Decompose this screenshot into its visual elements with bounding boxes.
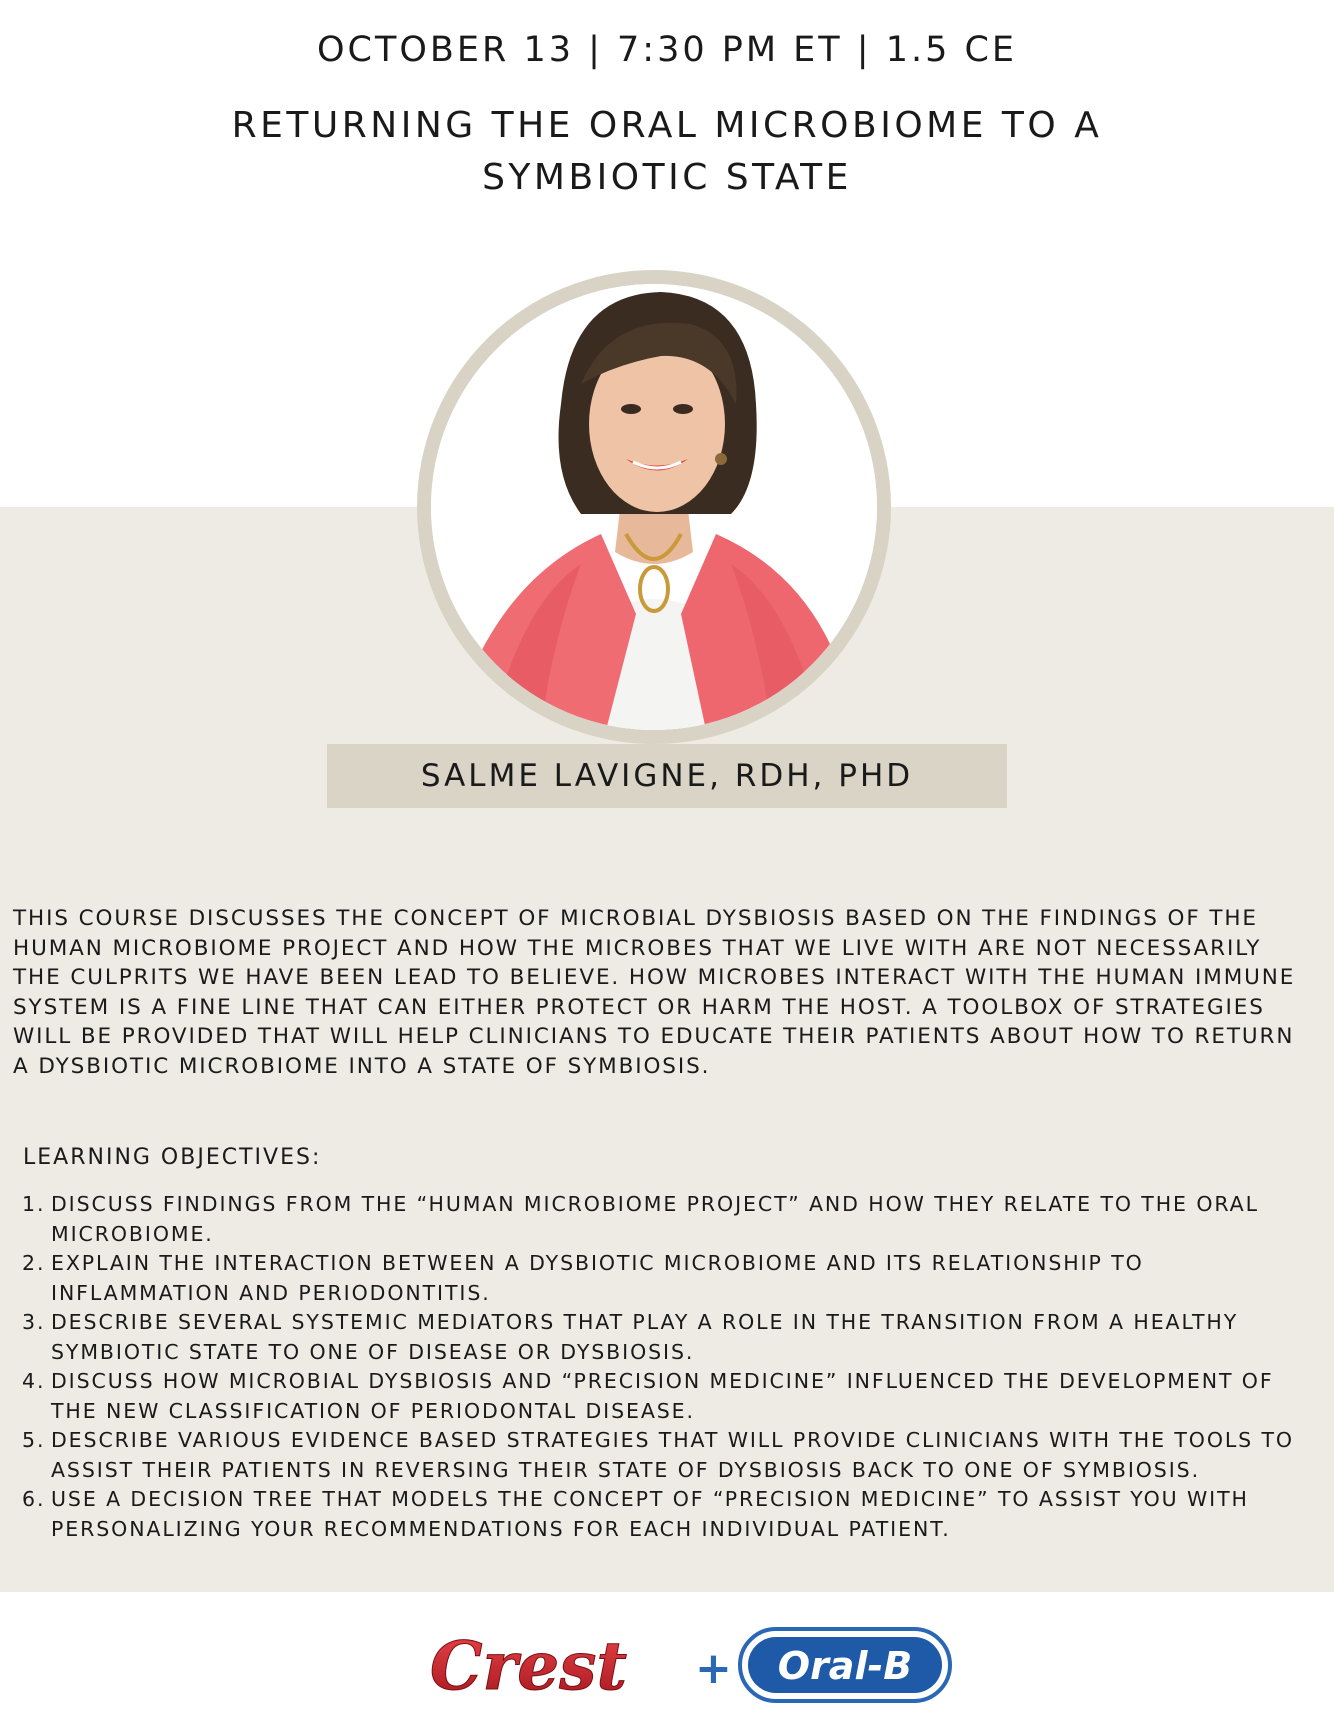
objective-item — [22, 1485, 1312, 1544]
objective-item — [22, 1426, 1312, 1485]
objective-item — [22, 1367, 1312, 1426]
objective-text: DISCUSS FINDINGS FROM THE “HUMAN MICROBIOME PROJECT” AND HOW THEY RELATE TO THE ORAL MICROBIOME. — [51, 1192, 1259, 1246]
speaker-name-box — [327, 744, 1007, 808]
objective-text: DESCRIBE VARIOUS EVIDENCE BASED STRATEGIES THAT WILL PROVIDE CLINICIANS WITH THE TOOLS TO ASSIST THEIR PATIENTS IN REVERSING THEIR STATE OF DYSBIOSIS BACK TO ONE OF SYMBIOSIS. — [51, 1428, 1294, 1482]
objective-text: DESCRIBE SEVERAL SYSTEMIC MEDIATORS THAT PLAY A ROLE IN THE TRANSITION FROM A HEALTHY SYMBIOTIC STATE TO ONE OF DISEASE OR DYSBIOSIS. — [51, 1310, 1239, 1364]
objective-item — [22, 1249, 1312, 1308]
logo-plus: + — [695, 1643, 732, 1694]
crest-oral-b-logo — [420, 1625, 960, 1707]
speaker-photo — [431, 284, 877, 730]
objective-item — [22, 1308, 1312, 1367]
objective-text: USE A DECISION TREE THAT MODELS THE CONCEPT OF “PRECISION MEDICINE” TO ASSIST YOU WITH PERSONALIZING YOUR RECOMMENDATIONS FOR EACH INDIVIDUAL PATIENT. — [51, 1487, 1249, 1541]
objective-number: 4. — [22, 1369, 46, 1393]
speaker-name: SALME LAVIGNE, RDH, PHD — [420, 758, 914, 794]
learning-objectives-heading: LEARNING OBJECTIVES: — [23, 1145, 322, 1170]
objective-number: 6. — [22, 1487, 46, 1511]
course-description: THIS COURSE DISCUSSES THE CONCEPT OF MICROBIAL DYSBIOSIS BASED ON THE FINDINGS OF THE HUMAN MICROBIOME PROJECT AND HOW THE MICROBES THAT WE LIVE WITH ARE NOT NECESSARILY THE CULPRITS WE HAVE BEEN LEAD TO BELIEVE. HOW MICROBES INTERACT WITH THE HUMAN IMMUNE SYSTEM IS A FINE LINE THAT CAN EITHER PROTECT OR HARM THE HOST. A TOOLBOX OF STRATEGIES WILL BE PROVIDED THAT WILL HELP CLINICIANS TO EDUCATE THEIR PATIENTS ABOUT HOW TO RETURN A DYSBIOTIC MICROBIOME INTO A STATE OF SYMBIOSIS. — [13, 906, 1296, 1079]
event-date-time-credits: OCTOBER 13 | 7:30 PM ET | 1.5 CE — [316, 30, 1018, 70]
crest-logo-text: Crest — [430, 1627, 627, 1705]
objective-number: 2. — [22, 1251, 46, 1275]
objective-number: 3. — [22, 1310, 46, 1334]
oral-b-logo-text: Oral-B — [777, 1644, 913, 1688]
objective-text: DISCUSS HOW MICROBIAL DYSBIOSIS AND “PRECISION MEDICINE” INFLUENCED THE DEVELOPMENT OF THE NEW CLASSIFICATION OF PERIODONTAL DISEASE. — [51, 1369, 1274, 1423]
objective-number: 5. — [22, 1428, 46, 1452]
course-title: RETURNING THE ORAL MICROBIOME TO A SYMBIOTIC STATE — [231, 105, 1103, 198]
objective-number: 1. — [22, 1192, 46, 1216]
learning-objectives-list — [22, 1190, 1312, 1544]
objective-text: EXPLAIN THE INTERACTION BETWEEN A DYSBIOTIC MICROBIOME AND ITS RELATIONSHIP TO INFLAMMATION AND PERIODONTITIS. — [51, 1251, 1144, 1305]
objective-item — [22, 1190, 1312, 1249]
